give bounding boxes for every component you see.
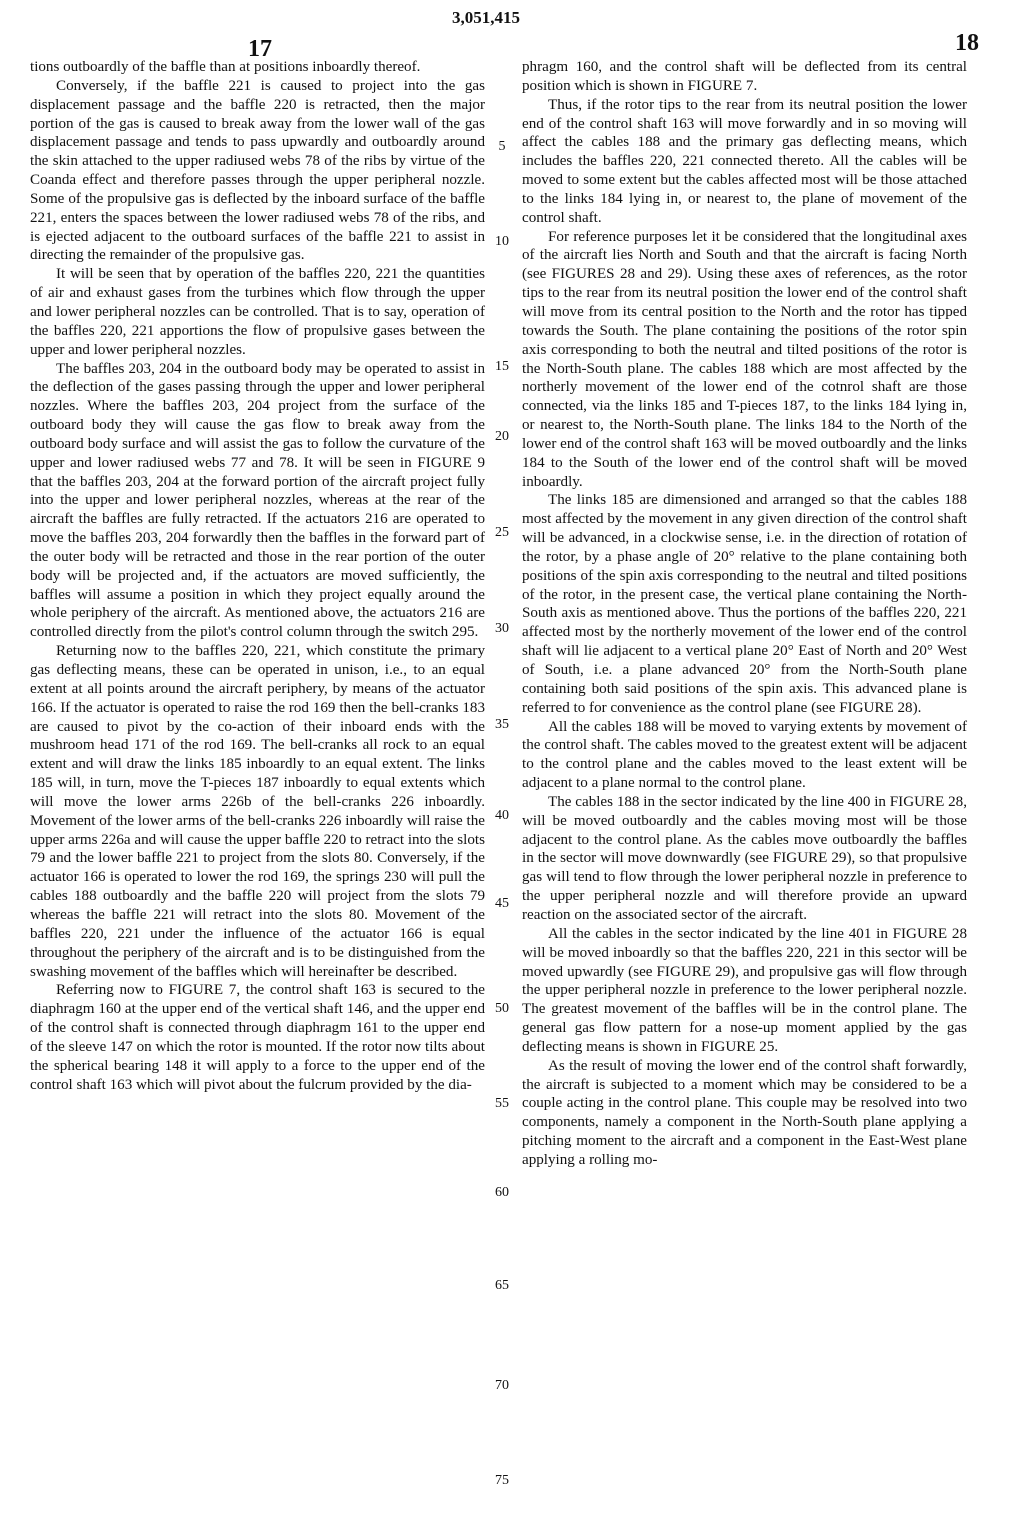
paragraph: Referring now to FIGURE 7, the control shaft 163 is secured to the diaphragm 160 at the upper end of the vertical shaft 146, and the upper end of the control shaft is connected through diaphragm 161 to the upper end of the sleeve 147 on which the rotor is mounted. If the rotor now tilts about the spherical bearing 148 it will apply to a force to the upper end of the control shaft 163 which will pivot about the fulcrum provided by the dia- [30,982,485,1093]
line-number: 65 [495,1278,509,1293]
patent-number: 3,051,415 [452,8,520,27]
paragraph: For reference purposes let it be considered that the longitudinal axes of the aircraft lies North and South and that the aircraft is facing North (see FIGURES 28 and 29). Using these axes of references, as the rotor tips to the rear from its neutral position the lower end of the control shaft will move from its central position to the North and the rotor has tipped towards the South. The plane containing the positions of the rotor spin axis corresponding to both the neutral and tilted positions of the rotor is the North-South plane. The cables 188 which are most affected by the northerly movement of the lower end of the cotnrol shaft are those connected, via the links 185 and T-pieces 187, to the links 184 lying in, or nearest to, the North-South plane. The links 184 to the North of the lower end of the control shaft 163 will be moved outboardly and the links 184 to the South of the lower end of the control shaft will be moved inboardly. [522,228,967,490]
line-number: 50 [495,1001,509,1016]
right-text-column [522,58,967,1170]
line-number: 20 [495,429,509,444]
line-number: 25 [495,525,509,540]
line-number: 60 [495,1185,509,1200]
line-number: 55 [495,1096,509,1111]
line-number: 10 [495,234,509,249]
paragraph: The baffles 203, 204 in the outboard body may be operated to assist in the deflection of the gases passing through the upper and lower peripheral nozzles. Where the baffles 203, 204 project from the surface of the outboard body they will cause the gas flow to break away from the outboard body surface and will assist the gas to follow the curvature of the upper and lower radiused webs 77 and 78. It will be seen in FIGURE 9 that the baffles 203, 204 at the forward portion of the aircraft project fully into the upper and lower peripheral nozzles, whereas at the rear of the aircraft the baffles are fully retracted. If the actuators 216 are operated to move the baffles 203, 204 forwardly then the baffles in the forward part of the outer body will be retracted and those in the rear portion of the outer body will be projected and, if the actuators are moved sufficiently, the baffles will assume a position in which they project equally around the whole periphery of the aircraft. As mentioned above, the actuators 216 are controlled directly from the pilot's control column through the switch 295. [30,360,485,641]
paragraph: The links 185 are dimensioned and arranged so that the cables 188 most affected by the movement in any given direction of the control shaft will be advanced, in a clockwise sense, i.e. in the direction of rotation of the rotor, by a phase angle of 20° relative to the plane containing both positions of the spin axis corresponding to the neutral and tilted positions of the rotor, in the present case, the vertical plane containing the North-South axis as mentioned above. Thus the portions of the baffles 220, 221 affected most by the northerly movement of the lower end of the control shaft will lie adjacent to a vertical plane 20° East of North and 20° West of South, i.e. a plane advanced 20° from the North-South plane containing both said positions of the spin axis. This advanced plane is referred to for convenience as the control plane (see FIGURE 28). [522,492,967,716]
paragraph: Thus, if the rotor tips to the rear from its neutral position the lower end of the control shaft 163 will move forwardly and in so moving will affect the cables 188 and the primary gas deflecting means, which includes the baffles 220, 221 connected thereto. All the cables will be moved to some extent but the cables affected most will be those attached to the links 184 lying in, or nearest to, the plane of movement of the control shaft. [522,96,967,226]
line-number: 70 [495,1378,509,1393]
paragraph: As the result of moving the lower end of the control shaft forwardly, the aircraft is subjected to a moment which may be considered to be a couple acting in the control plane. This couple may be resolved into two components, namely a component in the North-South plane applying a pitching moment to the aircraft and a component in the East-West plane applying a rolling mo- [522,1057,967,1168]
paragraph: Returning now to the baffles 220, 221, which constitute the primary gas deflecting means, these can be operated in unison, i.e., to an equal extent at all points around the aircraft periphery, by means of the actuator 166. If the actuator is operated to raise the rod 169 then the bell-cranks 183 are caused to pivot by the co-action of their inboard ends with the mushroom head 171 of the rod 169. The bell-cranks all rock to an equal extent and will draw the links 185 inboardly to an equal extent. The links 185 will, in turn, move the T-pieces 187 inboardly to equal extents which will move the lower arms 226b of the bell-cranks 226 inboardly. Movement of the lower arms of the bell-cranks 226 inboardly will raise the upper arms 226a and will cause the upper baffle 220 to retract into the slots 79 and the lower baffle 221 to project from the slots 80. Conversely, if the actuator 166 is operated to lower the rod 169, the springs 230 will pull the cables 188 outboardly and the baffle 220 will project from the slots 79 whereas the baffle 221 will retract into the slots 80. Movement of the baffles 220, 221 under the influence of the actuator 166 is equal throughout the periphery of the aircraft and is to be distinguished from the swashing movement of the baffles which will hereinafter be described. [30,643,485,980]
line-number: 5 [498,139,506,154]
paragraph: The cables 188 in the sector indicated by the line 400 in FIGURE 28, will be moved outboardly and the cables moving most will be those adjacent to the control plane. As the cables move outboardly the baffles in the sector will move downwardly (see FIGURE 29), so that propulsive gas will tend to flow through the lower peripheral nozzle in preference to the upper peripheral nozzle and will therefore provide an upward reaction on the associated sector of the aircraft. [522,793,967,923]
line-number: 40 [495,808,509,823]
line-number: 45 [495,896,509,911]
paragraph: tions outboardly of the baffle than at positions inboardly thereof. [30,59,421,75]
left-text-column [30,58,485,1094]
line-number: 15 [495,359,509,374]
paragraph: All the cables 188 will be moved to varying extents by movement of the control shaft. The cables moved to the greatest extent will be adjacent to the control plane and the cables moved to the least extent will be adjacent to a plane normal to the control plane. [522,718,967,792]
page-number-right: 18 [955,30,979,56]
line-number: 30 [495,621,509,636]
paragraph: All the cables in the sector indicated by the line 401 in FIGURE 28 will be moved inboardly so that the baffles 220, 221 in this sector will be moved upwardly (see FIGURE 29), and propulsive gas will flow through the upper peripheral nozzle in preference to the lower peripheral nozzle. The greatest movement of the baffles will be in the control plane. The general gas flow pattern for a nose-up moment applied by the gas deflecting means is shown in FIGURE 25. [522,925,967,1055]
page-number-left: 17 [248,36,272,62]
paragraph: It will be seen that by operation of the baffles 220, 221 the quantities of air and exhaust gases from the turbines which flow through the upper and lower peripheral nozzles can be controlled. That is to say, operation of the baffles 220, 221 apportions the flow of propulsive gases between the upper and lower peripheral nozzles. [30,266,485,358]
line-number: 35 [495,717,509,732]
line-number: 75 [495,1473,509,1488]
paragraph: Conversely, if the baffle 221 is caused to project into the gas displacement passage and the baffle 220 is retracted, then the major portion of the gas is caused to break away from the lower wall of the gas displacement passage and tends to pass upwardly and outboardly around the skin attached to the upper radiused webs 78 of the ribs by virtue of the Coanda effect and therefore passes through the upper peripheral nozzle. Some of the propulsive gas is deflected by the inboard surface of the baffle 221, enters the spaces between the lower radiused webs 78 of the ribs, and is ejected adjacent to the outboard surfaces of the baffle 221 to assist in directing the remainder of the propulsive gas. [30,77,485,264]
paragraph: phragm 160, and the control shaft will be deflected from its central position which is shown in FIGURE 7. [522,59,967,94]
